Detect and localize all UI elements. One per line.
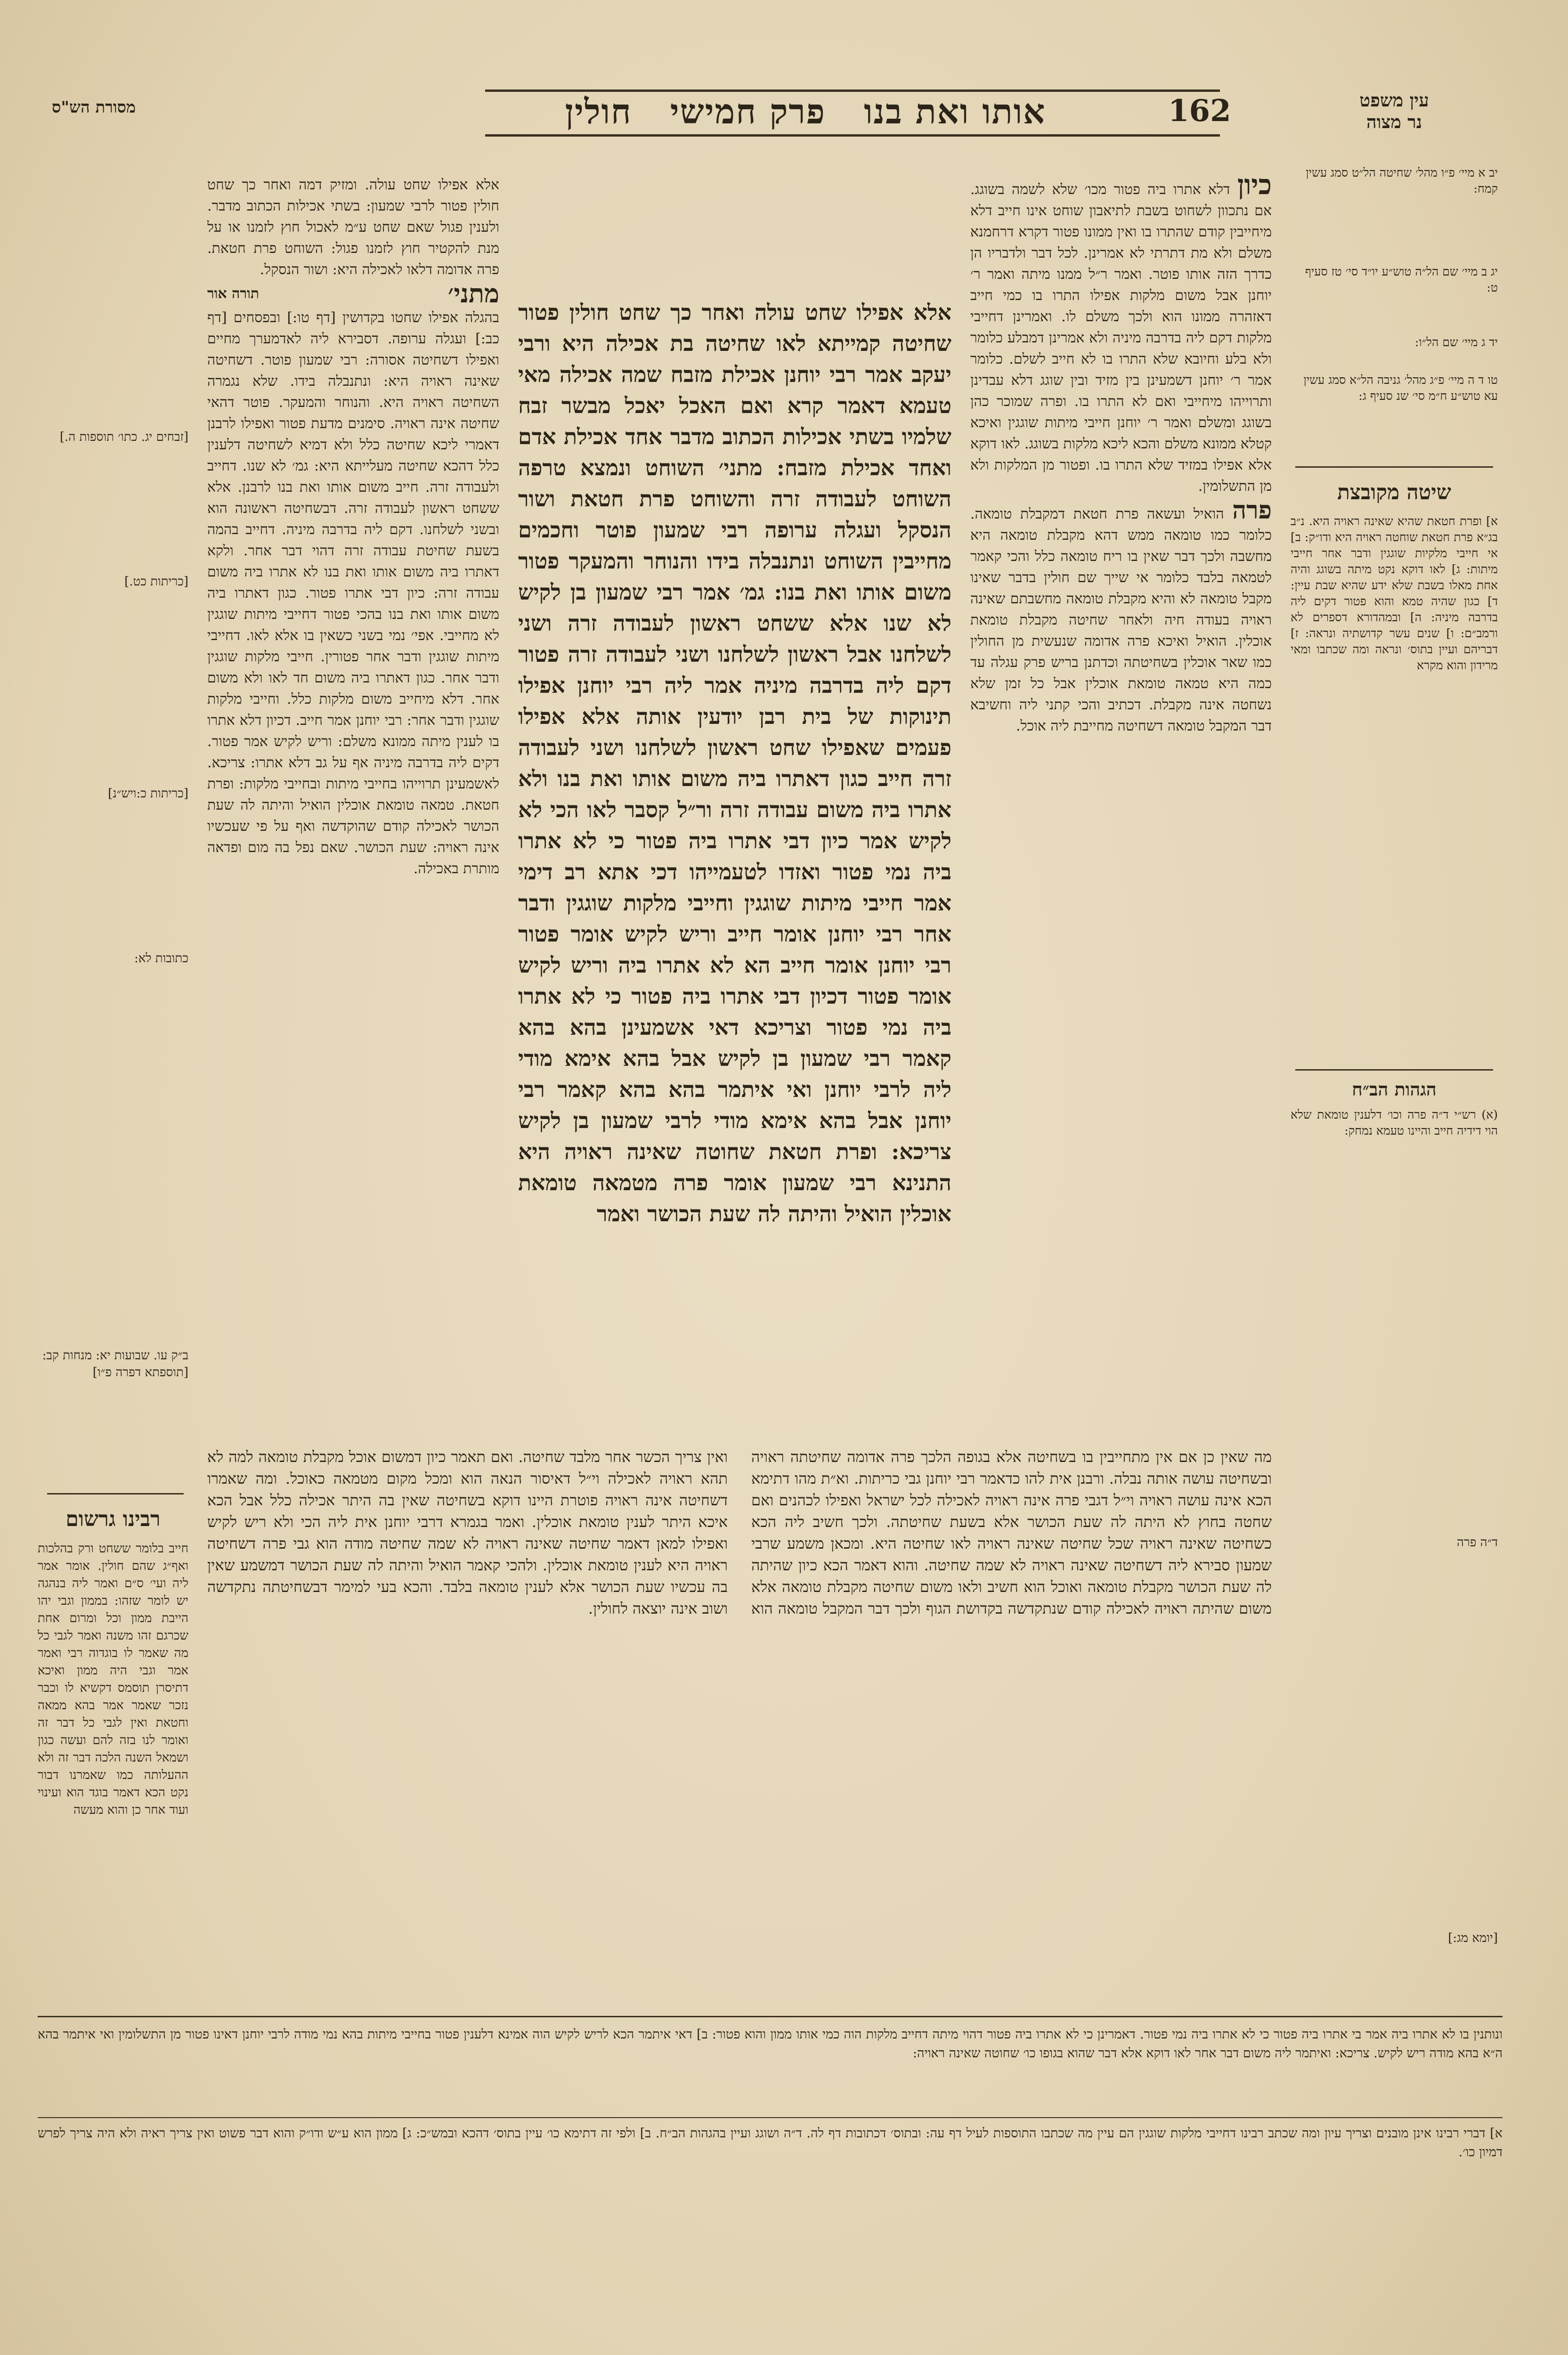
gemara-column: אלא אפילו שחט עולה ואחר כך שחט חולין פטור שחיטה קמייתא לאו שחיטה בת אכילה היא ורבי יעקב אמר רבי יוחנן אכילת מזבח שמה אכילה מאי טעמא דאמר קרא ואם האכל יאכל מבשר זבח שלמיו בשתי אכילות הכתוב מדבר אחד אכילת אדם ואחד אכילת מזבח: מתני׳ השוחט ונמצא טרפה השוחט לעבודה זרה והשוחט פרת חטאת ושור הנסקל ועגלה ערופה רבי שמעון פוטר וחכמים מחייבין השוחט ונתנבלה בידו והנוחר והמעקר פטור משום אותו ואת בנו: גמ׳ אמר רבי שמעון בן לקיש לא שנו אלא ששחט ראשון לעבודה זרה ושני לשלחנו אבל ראשון לשלחנו ושני לעבודה זרה פטור דקם ליה בדרבה מיניה אמר ליה רבי יוחנן אפילו תינוקות של בית רבן יודעין אותה אלא אפילו פעמים שאפילו שחט ראשון לשלחנו ושני לעבודה זרה חייב כגון דאתרו ביה משום אותו ואת בנו ולא אתרו ביה משום עבודה זרה ור״ל קסבר לאו הכי לא לקיש אמר כיון דבי אתרו ביה פטור כי לא אתרו ביה נמי פטור ואזדו לטעמייהו דכי אתא רב דימי אמר חייבי מיתות שוגגין וחייבי מלקות שוגגין ודבר אחר רבי יוחנן אומר חייב וריש לקיש אומר פטור רבי יוחנן אומר חייב הא לא אתרו ביה וריש לקיש אומר פטור דכיון דבי אתרו ביה פטור כי לא אתרו ביה נמי פטור וצריכא דאי אשמעינן בהא בהא קאמר רבי שמעון בן לקיש אבל בהא אימא מודי ליה לרבי יוחנן ואי איתמר בהא בהא קאמר רבי יוחנן אבל בהא אימא מודי לרבי שמעון בן לקיש צריכא: ופרת חטאת שחוטה שאינה ראויה היא התנינא רבי שמעון אומר פרה מטמאה טומאת אוכלין הואיל והיתה לה שעת הכושר ואמר	[518, 300, 951, 1226]
rashi-column: כיון דלא אתרו ביה פטור מכו׳ שלא לשמה בשוגג. אם נתכוון לשחוט בשבת לתיאבון שוחט אינו חייב דלא מיחייבין קודם שהתרו בו ואין ממונו פטור דקרא דרחמנא משלם ולא מת דתרתי לא אמרינן. לכל דבר ולדבריו הן כדרך הזה אותו פוטר. ואמר ר״ל ממנו מיתה ואמר ר׳ יוחנן אבל משום מלקות אפילו התרו בו כמי חייב דאזהרה ממונו הוא ולכך משלם לו. ואמרינן דחייבי מלקות דקם ליה בדרבה מיניה ולא אמרינן דמבלע כלומר ולא בלע וחיובא שלא התרו בו לא חייב לשלם. כלומר אמר ר׳ יוחנן דשמעינן בין מזיד ובין שוגג דלא עבדינן ותרוייהו מיחייבי ואם לא התרו בו. ופרה שמוכר כהן בשוגג ומשלם ואמר ר׳ יוחנן חייבי מיתות שוגגין ואיכא קטלא ממונא משלם והכא ליכא מלקות בשוגג. לאו דוקא אלא אפילו במזיד שלא התרו בו. ופטור מן המלקות ולא מן התשלומין. פרה הואיל ועשאה פרת חטאת דמקבלת טומאה. כלומר כמו טומאה ממש דהא מקבלת טומאה היא מחשבה ולכך דבר שאין בו ריח טומאה כלל והכי קאמר לטמאה בלבד כלומר אי שייך שם חולין בדבר שאינו מקבל טומאה לא והיא מקבלת טומאה מחשבתם שאינה ראויה בעודה חיה ולאחר שחיטה מקבלת טומאת אוכלין. הואיל ואיכא פרה אדומה שנעשית מן החולין כמו שאר אוכלין בשחיטתה וכדתנן בריש פרק עגלה עד כמה היא טמאה טומאת אוכלין אבל כל זמן שלא נשחטה אינה מקבלת. דכתיב והכי קתני ליה וחשיבא דבר המקבל טומאה דשחיטה מחייבת ליה אוכל.	[970, 174, 1272, 1437]
footnote-divider	[38, 2016, 1503, 2017]
masoret-ref: [כריתות כט.]	[124, 575, 188, 589]
shita-mekubetzet-text: א] ופרת חטאת שהיא שאינה ראויה היא. נ״ב בג״א פרת חטאת שוחטה ראויה היא ודו״ק: ב] אי חייבי מלקיות שוגגין ודבר אחר חייבי מיתות: ג] לאו דוקא נקט מיתה בשוגג והיה אחת מאלו בשבת שלא ידע שהיא שבת עיין: ד] כגון שהיה טמא והוא פטור דקים ליה בדרבה מיניה: ה] ובמהדורא דספרים לא ורמב״ם: ו] שנים עשר קדושתיה ונראה: ז] דבריהם ועיין בתוס׳ ונראה ומה שכתבו ומאי מרידון והוא מקרא	[1291, 514, 1498, 672]
ein-mishpat-entry: יב א מיי׳ פ״ו מהל׳ שחיטה הל״ט סמג עשין קמח:	[1306, 166, 1498, 195]
ner-mitzva-label: נר מצוה	[1366, 111, 1422, 132]
page-header	[0, 89, 1568, 137]
footnote-2: א] דברי רבינו אינן מובנים וצריך עיון ומה שכתב רבינו דחייבי מלקות שוגגין הם עיין מה שכתבו התוספות לעיל דף עה: ובתוס׳ דכתובות דף לה. ד״ה ושוגג ועיין בהגהות הב״ח. ב] ולפי זה דתימא כו׳ עיין בתוס׳ דהכא ובמש״כ: ג] ממון הוא ע״ש ודו״ק והוא דבר פשוט ואין צריך ראיה ולא היה צריך לפרש דמיון כו׳.	[38, 2126, 1503, 2160]
margin-ref: ד״ה פרה	[1457, 1535, 1498, 1550]
rabbeinu-gershom-text: חייב בלומר ששחט ורק בהלכות ואף״ג שהם חולין. אומר אמר ליה ועי׳ ס״ם ואמר ליה בנהגה יש לומר שזהו: בממון וגבי יהו הייבת ממון וכל ומרום אחת שכרגם זהו משנה ואמר לגבי כל מה שאמר לו בוגדוה רבי ואמר אמר וגבי היה ממון ואיכא דתיסרן תוסמס דקשיא לו וכבר נזכר שאמר אמר בהא ממאה וחטאת ואין לגבי כל דבר זה ואומר לנו בזה להם ועשה כגון ושמאל השנה הלכה דבר זה ולא ההעלותה כמו שאמרנו דבור נקט הכא דאמר בוגד הוא ועינוי ועוד אחר כן והוא מעשה	[38, 1542, 188, 1817]
rabbeinu-gershom-title: רבינו גרשום	[65, 1507, 161, 1531]
divider	[1295, 1069, 1493, 1071]
bottom-commentary: מה שאין כן אם אין מתחייבין בו בשחיטה אלא בגופה הלכך פרה אדומה שחיטתה ראויה ובשחיטה עושה אותה נבלה. ורבנן אית להו כדאמר רבי יוחנן גבי כריתות. וא״ת מהו דתימא הכא אינה עושה ראויה וי״ל דגבי פרה אינה ראויה לאכילה לכל ישראל ואפילו לכהנים ואם שחטה בחוץ לא היתה לה שעת הכושר אלא בשעת שחיטתה. ולכך חשיב ליה הכא כשחיטה שאינה ראויה שכל שחיטה שאינה ראויה לאו שחיטה היא. ומכאן משמע שרבי שמעון סבירא ליה דשחיטה שאינה ראויה לא שמה שחיטה. והוא דאמר הכא כיון שהיתה לה שעת הכושר מקבלת טומאה ואוכל הוא חשיב ולאו משום שחיטה מקבלת טומאה אלא משום שהיתה ראויה לאכילה קודם שנתקדשה בקדושת הגוף ולכך דבר המקבל טומאה הוא ואין צריך הכשר אחר מלבד שחיטה. ואם תאמר כיון דמשום אוכל מקבלת טומאה למה לא תהא ראויה לאכילה וי״ל דאיסור הנאה הוא ומכל מקום מטמאה כאוכל. ומה שאמרו דשחיטה אינה ראויה פוטרת היינו דוקא בשחיטה שאין בה היתר אכילה כלל אבל הכא איכא היתר לענין טומאת אוכלין. ואמר בגמרא דרבי יוחנן אית ליה הכי ולא ריש לקיש ואפילו למאן דאמר שחיטה שאינה ראויה לא שמה שחיטה מודה הוא גבי פרה דשחיטה ראויה היא לענין טומאת אוכלין. ולהכי קאמר הואיל והיתה לה שעת הכושר דמשמע שאין בה עכשיו שעת הכושר אלא לענין טומאה בלבד. והכא בעי למימר דבשחיטתה נתקדשה ושוב אינה יוצאה לחולין.	[207, 1448, 1272, 1617]
ein-mishpat-entry: טו ד ה מיי׳ פ״ג מהל׳ גניבה הל״א סמג עשין עא טוש״ע ח״מ סי׳ שנ סעיף ג:	[1303, 373, 1498, 403]
right-margin	[1291, 155, 1503, 2087]
page-title: אותו ואת בנו פרק חמישי חולין	[565, 91, 1046, 131]
footnote-divider	[38, 2117, 1503, 2118]
ein-mishpat-entry: יג ב מיי׳ שם הל״ה טוש״ע יו״ד סי׳ טז סעיף ט:	[1305, 265, 1498, 294]
shita-mekubetzet-title: שיטה מקובצת	[1337, 480, 1451, 504]
left-label: מסורת הש"ס	[52, 98, 136, 117]
mishna-marker: מתני׳	[447, 278, 499, 309]
ein-mishpat-label: עין משפט	[1359, 89, 1429, 111]
margin-ref: [יומא מג:]	[1448, 1931, 1498, 1945]
masoret-ref: ב״ק עו. שבועות יא: מנחות קב: [תוספתא דפרה פ״ו]	[42, 1348, 188, 1380]
masoret-ref: כתובות לא:	[134, 951, 188, 966]
masoret-ref: [כריתות כ:ויש״נ]	[108, 787, 188, 801]
pera-heading: פרה	[1232, 496, 1272, 525]
divider	[1295, 466, 1493, 468]
haggahot-habach-text: (א) רש״י ד״ה פרה וכו׳ דלענין טומאת שלא הוי דידיה חייב והיינו טעמא נמחק:	[1291, 1108, 1498, 1137]
tosafot-column: אלא אפילו שחט עולה. ומזיק דמה ואחר כך שחט חולין פטור לרבי שמעון: בשתי אכילות הכתוב מדבר. ולענין פגול שאם שחט ע״מ לאכול חוץ לזמנו או על מנת להקטיר חוץ לזמנו פגול: השוחט פרת חטאת. פרה אדומה דלאו לאכילה היא: ושור הנסקל. מתני׳ תורה אור בהגלה אפילו שחטו בקדושין [דף טו:] ובפסחים [דף כב:] ועגלה ערופה. דסבירא ליה לאדמערך מחיים ואפילו דשחיטה אסורה: רבי שמעון פוטר. דשחיטה שאינה ראויה היא: ונתנבלה בידו. שלא נגמרה השחיטה ראויה היא. והנוחר והמעקר. פוטר דהאי שחיטה אינה ראויה. סימנים מדעת פטור ואפילו לרבנן דאמרי ליכא שחיטה כלל ולא דמיא לשחיטה דלענין כלל דהכא שחיטה מעלייתא היא: גמ׳ לא שנו. דחייב ולעבודה זרה. חייב משום אותו ואת בנו לרבנן. אלא ששחט ראשון לעבודה זרה. דבשחיטה ראשונה הוא ובשני לשלחנו. דקם ליה בדרבה מיניה. דחייב בהמה בשעת שחיטת עבודה זרה דהוי דבר אחר. ולקא דאתרו ביה משום אותו ואת בנו לא אתרו ביה משום עבודה זרה: כיון דבי אתרו פטור. כגון דאתרו ביה משום אותו ואת בנו בהכי פטור דחייבי מיתות שוגגין לא מחייבי. אפי׳ נמי בשני כשאין בו אלא לאו. דחייבי מיתות שוגגין ודבר אחר פטורין. חייבי מלקות שוגגין ודבר אחר. כגון דאתרו ביה משום חד לאו ולא משום אחר. דלא מיחייב משום מלקות כלל. וחייבי מלקות שוגגין ודבר אחר: רבי יוחנן אמר חייב. דכיון דלא אתרו בו לענין מיתה ממונא משלם: וריש לקיש אמר פטור. דקים ליה בדרבה מיניה אף על גב דלא אתרו: צריכא. לאשמעינן תרוייהו בחייבי מיתות ובחייבי מלקות: ופרת חטאת. טמאה טומאת אוכלין הואיל והיתה לה שעת הכושר לאכילה קודם שהוקדשה ואף על פי שעכשיו אינה ראויה: שעת הכושר. שאם נפל בה מום ופדאה מותרת באכילה.	[207, 177, 499, 877]
rashi-heading: כיון	[1237, 174, 1272, 201]
divider	[47, 1493, 184, 1494]
masoret-ref: [זבחים יג. כתו׳ תוספות ה.]	[59, 430, 188, 444]
ein-mishpat-entry: יד ג מיי׳ שם הל״ו:	[1414, 335, 1498, 349]
haggahot-habach-title: הגהות הב״ח	[1352, 1079, 1437, 1100]
page-number: 162	[1168, 93, 1231, 129]
torah-or-label: תורה אור	[207, 285, 260, 302]
footnote-1: ונותנין בו לא אתרו ביה אמר בי אתרו ביה פטור כי לא אתרו ביה נמי פטור. דאמרינן כי לא אתרו ביה פטור דהוי מיתה דחייב מלקות הוה כמי אותו ממון והוא פטור: ב] דאי איתמר הכא לריש לקיש הוה אמינא דלענין פטור בחייבי מיתות בהא נמי מודה לרבי יוחנן דאינו פטור מן התשלומין ואי איתמר בהא ה״א בהא מודה ריש לקיש. צריכא: ואיתמר ליה משום דבר אחר לאו דוקא אלא דבר שהוא בגופו כו׳ שחוטה שאינה ראויה:	[38, 2027, 1503, 2061]
left-margin	[38, 155, 188, 2087]
